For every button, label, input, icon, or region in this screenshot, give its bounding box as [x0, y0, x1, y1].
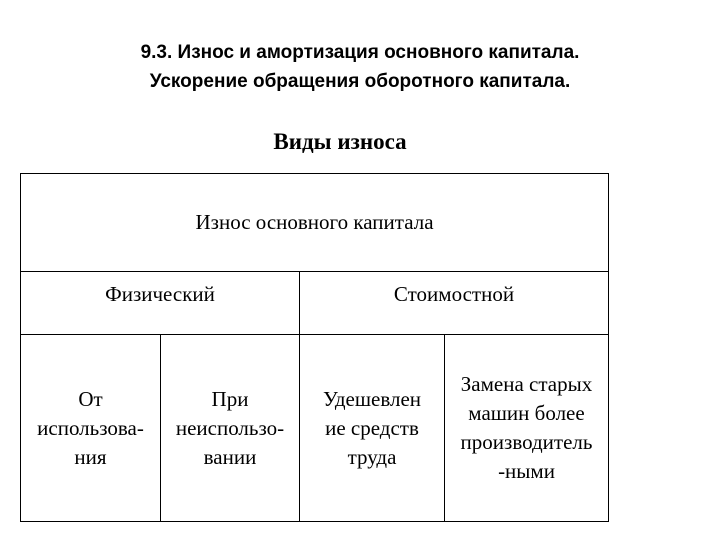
cheaper-means-cell: [300, 335, 445, 522]
cheaper-means-line-3: труда: [347, 444, 397, 469]
non-use-line-2: неиспользо-: [175, 415, 285, 440]
capital-wear-header: Износ основного капитала: [21, 174, 609, 272]
replacement-line-2: машин более: [468, 401, 585, 425]
cost-wear-cell: Стоимостной: [300, 272, 609, 335]
table-row-items: [21, 335, 609, 522]
from-use-line-3: ния: [74, 444, 107, 469]
physical-wear-cell: Физический: [21, 272, 300, 335]
from-use-line-2: использова-: [37, 415, 144, 440]
from-use-cell: [21, 335, 161, 522]
table-row-categories: [21, 272, 609, 335]
wear-types-table: [20, 173, 609, 522]
replacement-cell: [445, 335, 609, 522]
replacement-line-4: -ными: [498, 459, 555, 483]
heading-line-1: 9.3. Износ и амортизация основного капитала.: [140, 42, 580, 63]
section-subtitle: Виды износа: [273, 129, 407, 154]
non-use-cell: [161, 335, 300, 522]
cheaper-means-line-2: ие средств: [325, 415, 419, 440]
replacement-line-1: Замена старых: [460, 372, 593, 396]
replacement-line-3: производитель: [460, 430, 593, 454]
non-use-line-3: вании: [203, 444, 257, 469]
page-heading: [0, 38, 720, 96]
heading-line-2: Ускорение обращения оборотного капитала.: [149, 71, 571, 92]
cheaper-means-line-1: Удешевлен: [322, 386, 422, 411]
from-use-line-1: От: [78, 386, 103, 411]
non-use-line-1: При: [211, 386, 249, 411]
table-row-header: [21, 174, 609, 272]
